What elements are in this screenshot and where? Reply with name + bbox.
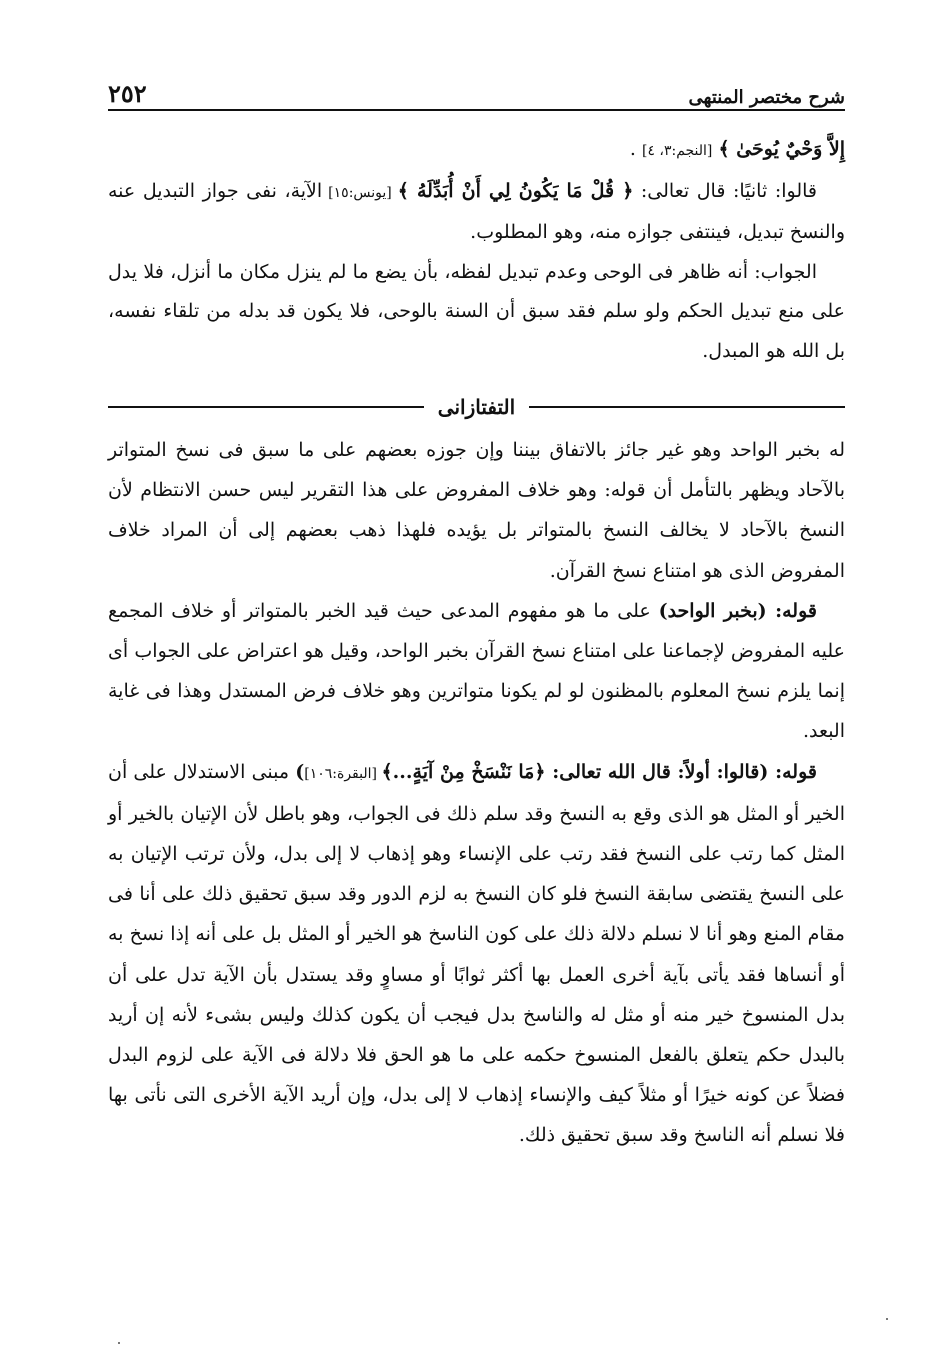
running-title: شرح مختصر المنتهى [688,87,845,108]
quran-verse: ﴿ قُلْ مَا يَكُونُ لِي أَنْ أُبَدِّلَهُ ﴾ [397,179,634,202]
quran-verse: إِلاَّ وَحْيٌ يُوحَىٰ ﴾ [718,138,845,160]
quote-keyword: قوله: (قالوا: أولاً: قال الله تعالى: [545,760,817,783]
commentary-paragraph [108,591,845,752]
verse-continuation [108,130,845,172]
commentary-text [108,430,845,1156]
argument-paragraph [108,172,845,253]
page-number: ٢٥٢ [108,79,147,108]
argument-text: الآية، نفى جواز التبديل عنه والنسخ تبديل، فينتفى جوازه منه، وهو المطلوب. [108,179,845,243]
scan-speck [886,1318,888,1320]
sentence-end: . [629,138,642,160]
commentary-body: مبنى الاستدلال على أن الخير أو المثل هو الذى وقع به النسخ وقد سلم ذلك فى الجواب، وهو باطل لأن الإتيان بالخير أو المثل كما رتب على النسخ فقد رتب على الإنساء وهو إذهاب لا إلى بدل، ولأن ترتب الإتيان به على النسخ يقتضى سابقة النسخ فلو كان النسخ به لزم الدور وقد سبق تحقيق ذلك على أنا فى مقام المنع وهو أنا لا نسلم دلالة ذلك على كون الناسخ هو الخير أو المثل بل على أنه إذا نسخ به أو أنساها فقد يأتى بآية أخرى العمل بها أكثر ثوابًا أو مساوٍ وقد يستدل بأن الآية تدل على أن بدل المنسوخ خير منه أو مثل له والناسخ بدل فيجب أن يكون كذلك وليس بشىء لأنه إن أريد بالبدل حكم يتعلق بالفعل المنسوخ حكمه على ما هو الحق فلا دلالة فى الآية على لزوم البدل فضلاً عن كونه خيرًا أو مثلاً كيف والإنساء إذهاب لا إلى بدل، وإن أريد الآية الأخرى التى نأتى بها فلا نسلم أنه الناسخ وقد سبق تحقيق ذلك. [108,760,845,1147]
commentary-divider [108,392,845,422]
verse-reference: [يونس:١٥] [322,184,398,201]
commentary-paragraph [108,752,845,1156]
verse-reference: [النجم:٣، ٤] [641,143,713,159]
page-header [108,78,845,108]
verse-reference: [البقرة:١٠٦] [304,765,382,782]
answer-paragraph: الجواب: أنه ظاهر فى الوحى وعدم تبديل لفظه، بأن يضع ما لم ينزل مكان ما أنزل، فلا يدل على منع تبديل الحكم ولو سلم فقد سبق أن السنة بالوحى، فلا يكون قد بدله من تلقاء نفسه، بل الله هو المبدل. [108,260,845,362]
quote-keyword: قوله: (بخبر الواحد) [658,599,817,622]
commentary-title: التفتازانى [437,395,516,419]
divider-line [108,406,424,408]
scan-speck [118,1342,120,1344]
main-text [108,130,845,371]
quote-keyword-end: ) [295,760,305,783]
commentary-paragraph: له بخبر الواحد وهو غير جائز بالاتفاق بيننا وإن جوزه بعضهم على ما سبق فى نسخ المتواتر بالآحاد ويظهر بالتأمل أن قوله: وهو خلاف المفروض على هذا التقرير ليس حسن الانتظام لأن النسخ بالآحاد لا يخالف النسخ بالمتواتر بل يؤيده فلهذا ذهب بعضهم إلى أن المراد خلاف المفروض الذى هو امتناع نسخ القرآن. [108,439,845,582]
header-rule [108,109,845,111]
quran-verse: ﴿مَا نَنْسَخْ مِنْ آيَةٍ...﴾ [381,760,546,783]
commentary-body: على ما هو مفهوم المدعى حيث قيد الخبر بالمتواتر أو خلاف المجمع عليه المفروض لإجماعنا على امتناع نسخ القرآن بخبر الواحد، وقيل هو اعتراض على الجواب أى إنما يلزم نسخ المعلوم بالمظنون لو لم يكونا متواترين وهو خلاف فرض المستدل وهذا فى غاية البعد. [108,599,845,743]
divider-line [529,406,845,408]
argument-intro: قالوا: ثانيًا: قال تعالى: [633,179,817,202]
